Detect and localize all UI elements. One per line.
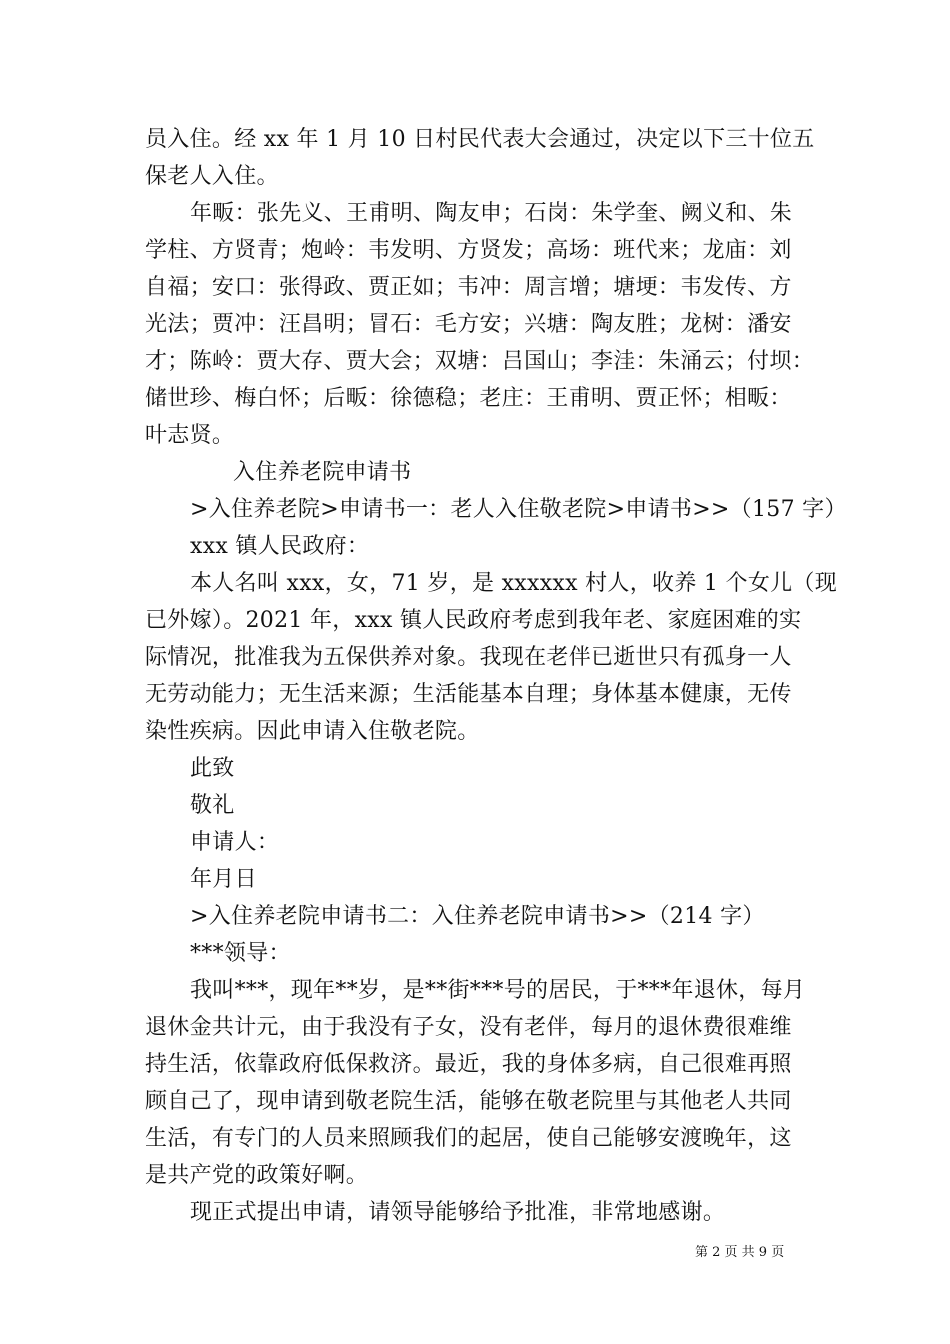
text-line: 退休金共计元，由于我没有子女，没有老伴，每月的退休费很难维 — [145, 1015, 792, 1040]
text-line: 染性疾病。因此申请入住敬老院。 — [145, 719, 480, 744]
text-line: 自福；安口：张得政、贾正如；韦冲：周言增；塘埂：韦发传、方 — [145, 275, 792, 300]
text-line: 储世珍、梅白怀；后畈：徐德稳；老庄：王甫明、贾正怀；相畈： — [145, 386, 792, 411]
section-heading: 入住养老院申请书 — [233, 460, 412, 485]
text-line: 员入住。经 xx 年 1 月 10 日村民代表大会通过，决定以下三十位五 — [145, 127, 815, 152]
text-line: 叶志贤。 — [145, 423, 235, 448]
text-line: 现正式提出申请，请领导能够给予批准，非常地感谢。 — [190, 1200, 726, 1225]
text-line: >入住养老院申请书二：入住养老院申请书>>（214 字） — [190, 904, 765, 929]
text-line: ***领导： — [190, 941, 291, 966]
text-line: 持生活，依靠政府低保救济。最近，我的身体多病，自己很难再照 — [145, 1052, 792, 1077]
page-number: 第 2 页 共 9 页 — [695, 1245, 785, 1260]
text-line: 生活，有专门的人员来照顾我们的起居，使自己能够安渡晚年，这 — [145, 1126, 792, 1151]
text-line: 本人名叫 xxx，女，71 岁，是 xxxxxx 村人，收养 1 个女儿（现 — [190, 571, 838, 596]
text-line: 是共产党的政策好啊。 — [145, 1163, 369, 1188]
text-line: 才；陈岭：贾大存、贾大会；双塘：吕国山；李洼：朱涌云；付坝： — [145, 349, 815, 374]
text-line: 年畈：张先义、王甫明、陶友申；石岗：朱学奎、阙义和、朱 — [190, 201, 793, 226]
text-line: 年月日 — [190, 867, 257, 892]
text-line: 申请人： — [190, 830, 280, 855]
text-line: 际情况，批准我为五保供养对象。我现在老伴已逝世只有孤身一人 — [145, 645, 792, 670]
text-line: 学柱、方贤青；炮岭：韦发明、方贤发；高场：班代来；龙庙：刘 — [145, 238, 792, 263]
text-line: 顾自己了，现申请到敬老院生活，能够在敬老院里与其他老人共同 — [145, 1089, 792, 1114]
text-line: 已外嫁）。2021 年，xxx 镇人民政府考虑到我年老、家庭困难的实 — [145, 608, 802, 633]
text-line: 光法；贾冲：汪昌明；冒石：毛方安；兴塘：陶友胜；龙树：潘安 — [145, 312, 792, 337]
text-line: 此致 — [190, 756, 235, 781]
text-line: 我叫***，现年**岁，是**街***号的居民，于***年退休，每月 — [190, 978, 806, 1003]
text-line: 敬礼 — [190, 793, 235, 818]
text-line: 保老人入住。 — [145, 164, 279, 189]
text-line: xxx 镇人民政府： — [190, 534, 370, 559]
text-line: >入住养老院>申请书一：老人入住敬老院>申请书>>（157 字） — [190, 497, 847, 522]
text-line: 无劳动能力；无生活来源；生活能基本自理；身体基本健康，无传 — [145, 682, 792, 707]
